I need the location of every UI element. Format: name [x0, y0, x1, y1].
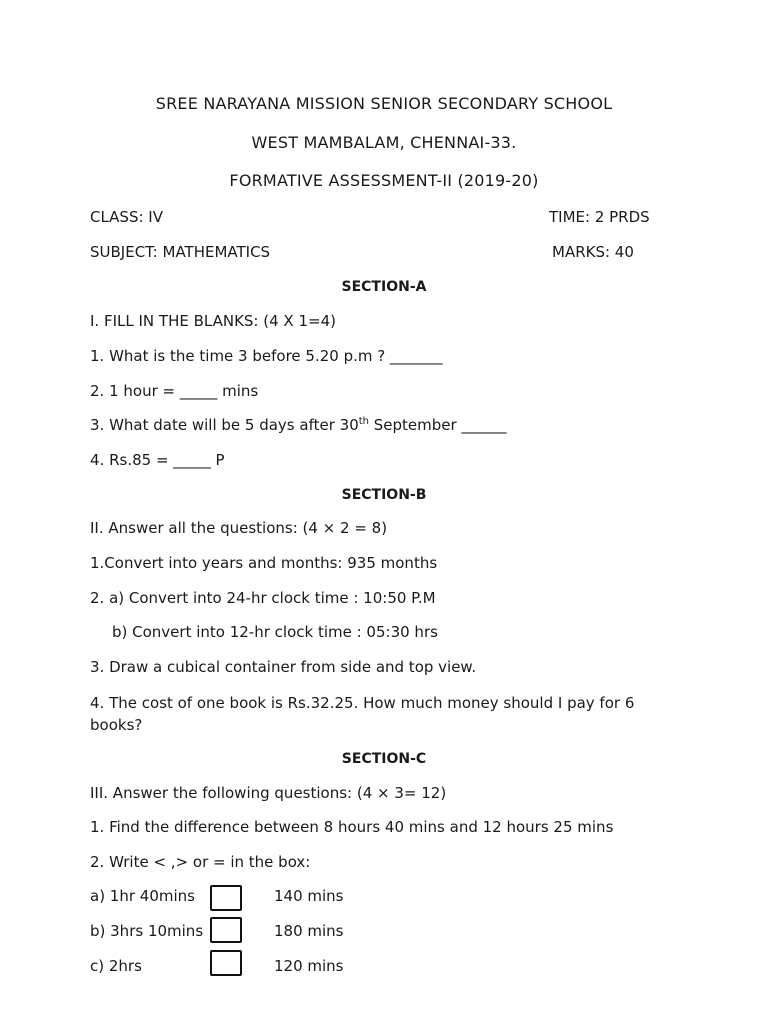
section-c-question-2: 2. Write < ,> or = in the box: [90, 853, 311, 871]
section-c-title: SECTION-C [341, 751, 427, 767]
section-c-heading: III. Answer the following questions: (4 × 3= 12) [90, 784, 447, 802]
section-a-question-3 [90, 416, 506, 434]
section-b-title: SECTION-B [341, 487, 427, 503]
section-b-question-2a: 2. a) Convert into 24-hr clock time : 10:50 P.M [90, 589, 436, 607]
compare-row-c-left: c) 2hrs [90, 957, 142, 975]
compare-row-c-right: 120 mins [274, 957, 344, 975]
section-a-title: SECTION-A [341, 279, 427, 295]
compare-row-a-right: 140 mins [274, 887, 344, 905]
q3-superscript: th [358, 416, 369, 427]
marks-label: MARKS: 40 [552, 243, 634, 261]
compare-row-b-left: b) 3hrs 10mins [90, 922, 204, 940]
section-c-question-1: 1. Find the difference between 8 hours 40 mins and 12 hours 25 mins [90, 818, 614, 836]
school-address: WEST MAMBALAM, CHENNAI-33. [251, 133, 517, 152]
q3-text: 3. What date will be 5 days after 30 [90, 416, 359, 434]
q3-text-end: September ______ [369, 416, 507, 434]
section-b-question-2b: b) Convert into 12-hr clock time : 05:30 hrs [112, 623, 438, 641]
class-label: CLASS: IV [90, 208, 163, 226]
section-b-question-1: 1.Convert into years and months: 935 months [90, 554, 438, 572]
compare-box-c[interactable] [210, 950, 242, 976]
section-a-question-4: 4. Rs.85 = _____ P [90, 451, 225, 469]
section-a-question-2: 2. 1 hour = _____ mins [90, 382, 259, 400]
time-label: TIME: 2 PRDS [549, 208, 650, 226]
section-b-heading: II. Answer all the questions: (4 × 2 = 8) [90, 519, 388, 537]
school-name: SREE NARAYANA MISSION SENIOR SECONDARY SCHOOL [155, 94, 613, 113]
section-b-question-4: 4. The cost of one book is Rs.32.25. How much money should I pay for 6 books? [90, 694, 635, 734]
section-a-question-1: 1. What is the time 3 before 5.20 p.m ? _______ [90, 347, 443, 365]
compare-box-b[interactable] [210, 917, 242, 943]
section-b-question-3: 3. Draw a cubical container from side and top view. [90, 658, 477, 676]
compare-box-a[interactable] [210, 885, 242, 911]
compare-row-b-right: 180 mins [274, 922, 344, 940]
subject-label: SUBJECT: MATHEMATICS [90, 243, 271, 261]
exam-title: FORMATIVE ASSESSMENT-II (2019-20) [229, 171, 539, 190]
section-a-heading: I. FILL IN THE BLANKS: (4 X 1=4) [90, 312, 336, 330]
compare-row-a-left: a) 1hr 40mins [90, 887, 195, 905]
